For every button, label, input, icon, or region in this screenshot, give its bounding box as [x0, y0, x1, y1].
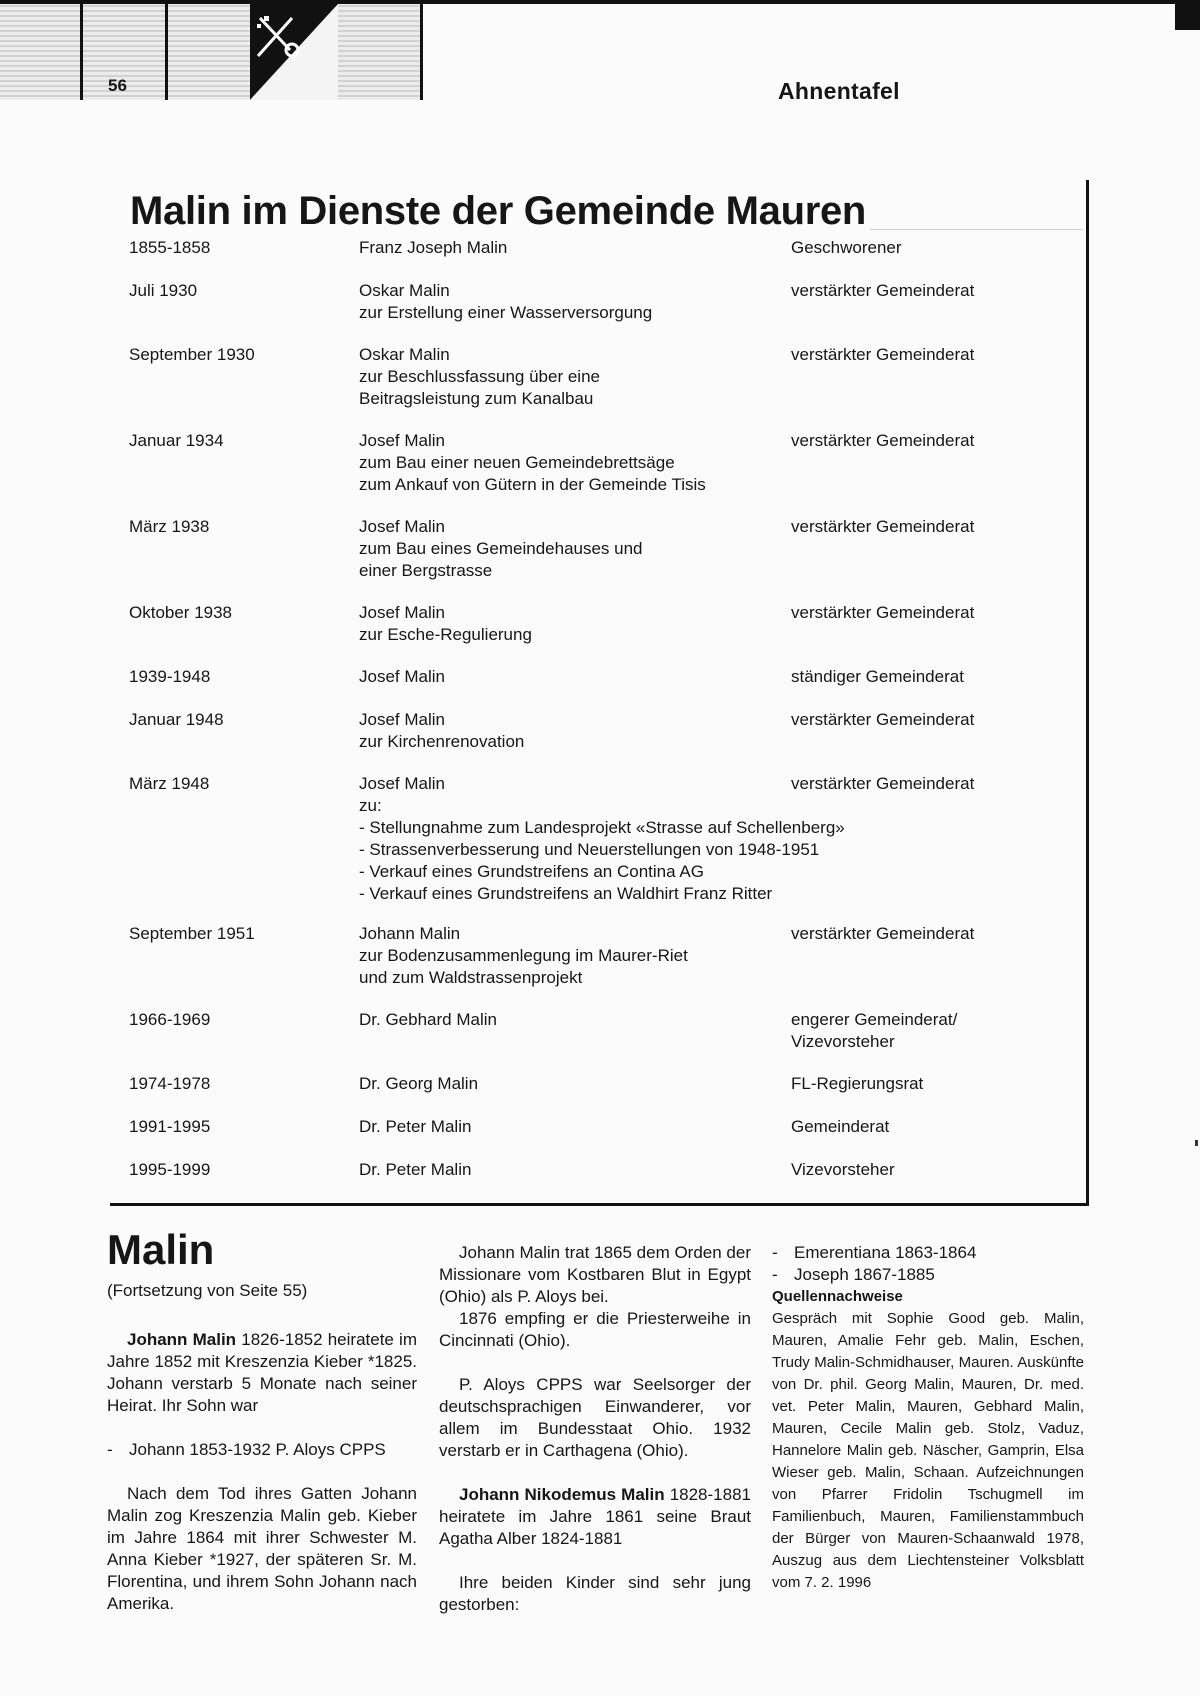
service-date: Juli 1930 [129, 281, 198, 300]
service-date: September 1930 [129, 345, 255, 364]
service-date: Januar 1948 [129, 710, 224, 729]
service-role: Gemeinderat [791, 1117, 890, 1136]
person-name: Josef Malin [359, 667, 445, 686]
service-date: 1966-1969 [129, 1010, 211, 1029]
person-name: Oskar Malin [359, 281, 450, 300]
list-item [772, 1242, 1084, 1264]
table-title: Malin im Dienste der Gemeinde Mauren [130, 189, 867, 233]
article-subtitle: (Fortsetzung von Seite 55) [107, 1281, 308, 1300]
municipal-crest-icon [250, 4, 338, 100]
article-column-2 [439, 1242, 751, 1616]
paragraph-text: 1826-1852 heiratete im Jahre 1852 mit Kreszenzia Kieber *1825. Johann verstarb 5 Monate nach seiner Heirat. Ihr Sohn war [107, 1330, 417, 1415]
service-detail: - Verkauf eines Grundstreifens an Contina AG [359, 862, 704, 881]
person-name: Johann Nikodemus Malin [459, 1485, 665, 1504]
person-name: Josef Malin [359, 774, 445, 793]
service-role: verstärkter Gemeinderat [791, 431, 975, 450]
article-column-1 [107, 1329, 417, 1615]
service-person [359, 773, 859, 905]
service-person [359, 709, 859, 753]
service-detail: und zum Waldstrassenprojekt [359, 968, 583, 987]
person-name: Josef Malin [359, 431, 445, 450]
service-detail: - Verkauf eines Grundstreifens an Waldhirt Franz Ritter [359, 884, 773, 903]
person-name: Johann Malin [359, 924, 461, 943]
band-divider [165, 0, 168, 100]
article-heading: Malin [107, 1226, 215, 1273]
band-cell [168, 0, 250, 100]
service-person [359, 1073, 859, 1095]
person-name: Josef Malin [359, 517, 445, 536]
service-person [359, 516, 859, 582]
paragraph-text: 1828-1881 heiratete im Jahre 1861 seine Braut Agatha Alber 1824-1881 [439, 1485, 751, 1548]
service-date: 1939-1948 [129, 667, 211, 686]
service-role: engerer Gemeinderat/ Vizevorsteher [791, 1010, 958, 1051]
service-detail: Beitragsleistung zum Kanalbau [359, 389, 594, 408]
service-role: FL-Regierungsrat [791, 1074, 924, 1093]
list-item [772, 1264, 1084, 1286]
child-name: Joseph 1867-1885 [794, 1265, 935, 1284]
service-date: 1995-1999 [129, 1160, 211, 1179]
service-detail: zur Erstellung einer Wasserversorgung [359, 303, 653, 322]
sources-heading: Quellennachweise [772, 1288, 903, 1305]
sources-text: Gespräch mit Sophie Good geb. Malin, Mauren, Amalie Fehr geb. Malin, Eschen, Trudy Malin-Schmidhauser, Mauren. Auskünfte von Dr. phil. Georg Malin, Mauren, Dr. med. vet. Peter Malin, Mauren, Gebhard Malin, Mauren, Cecile Malin geb. Stolz, Vaduz, Hannelore Malin geb. Näscher, Gamprin, Elsa Wieser geb. Malin, Schaan. Aufzeichnungen von Pfarrer Fridolin Tschugmell im Familienbuch, Mauren, Familienstammbuch der Bürger von Mauren-Schaanwald 1978, Auszug aus dem Liechtensteiner Volksblatt vom 7. 2. 1996 [772, 1310, 1084, 1591]
band-corner-block [1175, 0, 1200, 30]
dash-marker: - [107, 1440, 113, 1459]
band-top-rule [0, 0, 1200, 4]
person-name: Dr. Georg Malin [359, 1074, 479, 1093]
service-detail: zur Beschlussfassung über eine [359, 367, 600, 386]
service-person [359, 280, 859, 324]
service-date: 1855-1858 [129, 238, 211, 257]
service-detail: zur Kirchenrenovation [359, 732, 525, 751]
service-person [359, 237, 859, 259]
service-date: Januar 1934 [129, 431, 224, 450]
paragraph [439, 1484, 751, 1550]
service-role: verstärkter Gemeinderat [791, 924, 975, 943]
person-name: Johann Malin [127, 1330, 237, 1349]
service-role: verstärkter Gemeinderat [791, 774, 975, 793]
service-person [359, 1116, 859, 1138]
person-name: Dr. Peter Malin [359, 1117, 472, 1136]
service-role: Geschworener [791, 238, 902, 257]
service-role: Vizevorsteher [791, 1160, 895, 1179]
paragraph: Johann Malin trat 1865 dem Orden der Missionare vom Kostbaren Blut in Egypt (Ohio) als P. Aloys bei. [439, 1243, 752, 1306]
paragraph: Ihre beiden Kinder sind sehr jung gestorben: [439, 1573, 751, 1614]
paragraph: 1876 empfing er die Priesterweihe in Cincinnati (Ohio). [439, 1309, 751, 1350]
service-person [359, 666, 859, 688]
service-date: März 1948 [129, 774, 210, 793]
service-date: September 1951 [129, 924, 255, 943]
service-detail: - Strassenverbesserung und Neuerstellungen von 1948-1951 [359, 840, 820, 859]
service-role: verstärkter Gemeinderat [791, 345, 975, 364]
service-role: verstärkter Gemeinderat [791, 710, 975, 729]
header-band [0, 0, 1200, 104]
service-detail: zur Esche-Regulierung [359, 625, 532, 644]
service-date: März 1938 [129, 517, 210, 536]
children-list [772, 1242, 1084, 1286]
service-role: ständiger Gemeinderat [791, 667, 964, 686]
page-number: 56 [108, 76, 127, 95]
person-name: Josef Malin [359, 603, 445, 622]
service-date: Oktober 1938 [129, 603, 233, 622]
service-role: verstärkter Gemeinderat [791, 281, 975, 300]
article-column-3 [772, 1242, 1084, 1594]
service-detail: zum Bau eines Gemeindehauses und [359, 539, 643, 558]
service-role: verstärkter Gemeinderat [791, 603, 975, 622]
service-detail: - Stellungnahme zum Landesprojekt «Strasse auf Schellenberg» [359, 818, 845, 837]
dash-marker: - [772, 1265, 778, 1284]
band-cell [0, 0, 80, 100]
paragraph: P. Aloys CPPS war Seelsorger der deutschsprachigen Einwanderer, vor allem im Bundesstaat Ohio. 1932 verstarb er in Carthagena (Ohio). [439, 1375, 751, 1460]
service-person [359, 923, 859, 989]
service-date: 1974-1978 [129, 1074, 211, 1093]
child-name: Johann 1853-1932 P. Aloys CPPS [129, 1440, 386, 1459]
paragraph: Nach dem Tod ihres Gatten Johann Malin zog Kreszenzia Malin geb. Kieber im Jahre 1864 mit ihrer Schwester M. Anna Kieber *1927, der späteren Sr. M. Florentina, und ihrem Sohn Johann nach Amerika. [107, 1484, 417, 1613]
service-detail: zu: [359, 796, 382, 815]
person-name: Josef Malin [359, 710, 445, 729]
person-name: Franz Joseph Malin [359, 238, 508, 257]
service-person [359, 602, 859, 646]
person-name: Dr. Gebhard Malin [359, 1010, 497, 1029]
service-person [359, 1009, 859, 1031]
paragraph [107, 1329, 417, 1417]
service-person [359, 344, 859, 410]
child-entry [107, 1439, 417, 1461]
service-person [359, 1159, 859, 1181]
running-title: Ahnentafel [778, 78, 900, 104]
service-person [359, 430, 859, 496]
service-detail: einer Bergstrasse [359, 561, 493, 580]
band-divider [420, 0, 423, 100]
child-name: Emerentiana 1863-1864 [794, 1243, 977, 1262]
service-date: 1991-1995 [129, 1117, 211, 1136]
service-detail: zum Bau einer neuen Gemeindebrettsäge [359, 453, 675, 472]
person-name: Oskar Malin [359, 345, 450, 364]
title-underline [870, 229, 1083, 230]
service-role: verstärkter Gemeinderat [791, 517, 975, 536]
person-name: Dr. Peter Malin [359, 1160, 472, 1179]
band-cell [338, 0, 420, 100]
dash-marker: - [772, 1243, 778, 1262]
service-detail: zum Ankauf von Gütern in der Gemeinde Tisis [359, 475, 706, 494]
scan-mark [1195, 1140, 1198, 1146]
service-detail: zur Bodenzusammenlegung im Maurer-Riet [359, 946, 688, 965]
band-divider [80, 0, 83, 100]
